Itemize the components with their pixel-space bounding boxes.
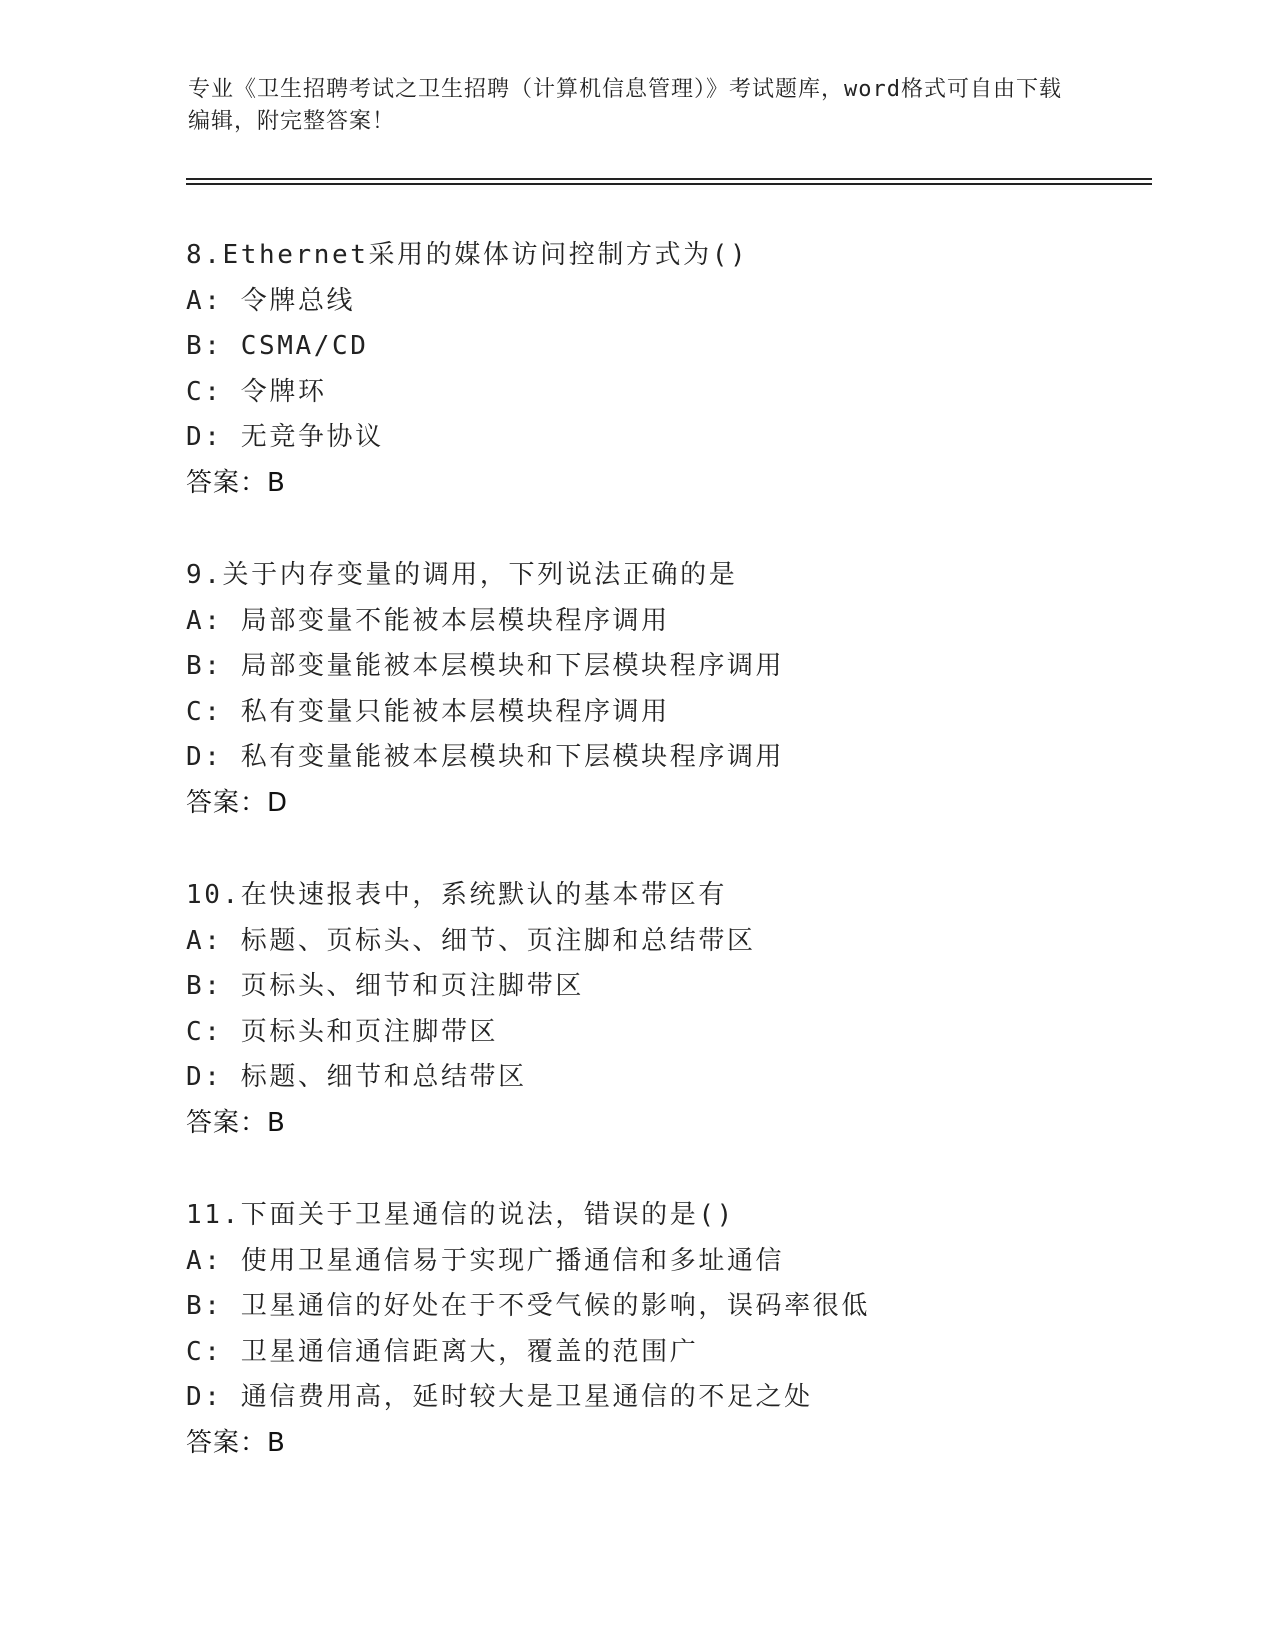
option-a: A: 令牌总线 — [186, 285, 356, 316]
header-divider-bottom — [186, 183, 1152, 185]
option-d: D: 通信费用高，延时较大是卫星通信的不足之处 — [186, 1382, 813, 1412]
header-divider-top — [186, 178, 1152, 180]
question-stem: 11.下面关于卫星通信的说法，错误的是() — [186, 1200, 735, 1230]
option-c: C: 卫星通信通信距离大，覆盖的范围广 — [186, 1336, 699, 1367]
option-a: A: 标题、页标头、细节、页注脚和总结带区 — [186, 925, 756, 956]
option-b: B: 卫星通信的好处在于不受气候的影响，误码率很低 — [186, 1291, 870, 1321]
option-d: D: 无竞争协议 — [186, 422, 384, 452]
question-11 — [186, 1193, 1146, 1466]
question-8 — [186, 233, 1146, 506]
option-d: D: 私有变量能被本层模块和下层模块程序调用 — [186, 742, 785, 772]
option-c: C: 私有变量只能被本层模块程序调用 — [186, 696, 670, 727]
question-9 — [186, 553, 1146, 826]
option-c: C: 令牌环 — [186, 376, 327, 407]
option-b: B: CSMA/CD — [186, 331, 369, 361]
answer: 答案：B — [186, 1427, 286, 1458]
question-stem: 8.Ethernet采用的媒体访问控制方式为() — [186, 240, 749, 270]
option-c: C: 页标头和页注脚带区 — [186, 1016, 499, 1047]
answer: 答案：D — [186, 787, 289, 818]
document-intro: 专业《卫生招聘考试之卫生招聘（计算机信息管理）》考试题库，word格式可自由下载编辑，附完整答案！ — [188, 77, 1062, 134]
option-a: A: 使用卫星通信易于实现广播通信和多址通信 — [186, 1245, 785, 1276]
option-a: A: 局部变量不能被本层模块程序调用 — [186, 605, 670, 636]
option-b: B: 局部变量能被本层模块和下层模块程序调用 — [186, 651, 785, 681]
answer: 答案：B — [186, 467, 286, 498]
option-b: B: 页标头、细节和页注脚带区 — [186, 971, 584, 1001]
question-stem: 9.关于内存变量的调用，下列说法正确的是 — [186, 560, 738, 590]
question-10 — [186, 873, 1146, 1146]
question-stem: 10.在快速报表中，系统默认的基本带区有 — [186, 880, 727, 910]
option-d: D: 标题、细节和总结带区 — [186, 1062, 527, 1092]
answer: 答案：B — [186, 1107, 286, 1138]
